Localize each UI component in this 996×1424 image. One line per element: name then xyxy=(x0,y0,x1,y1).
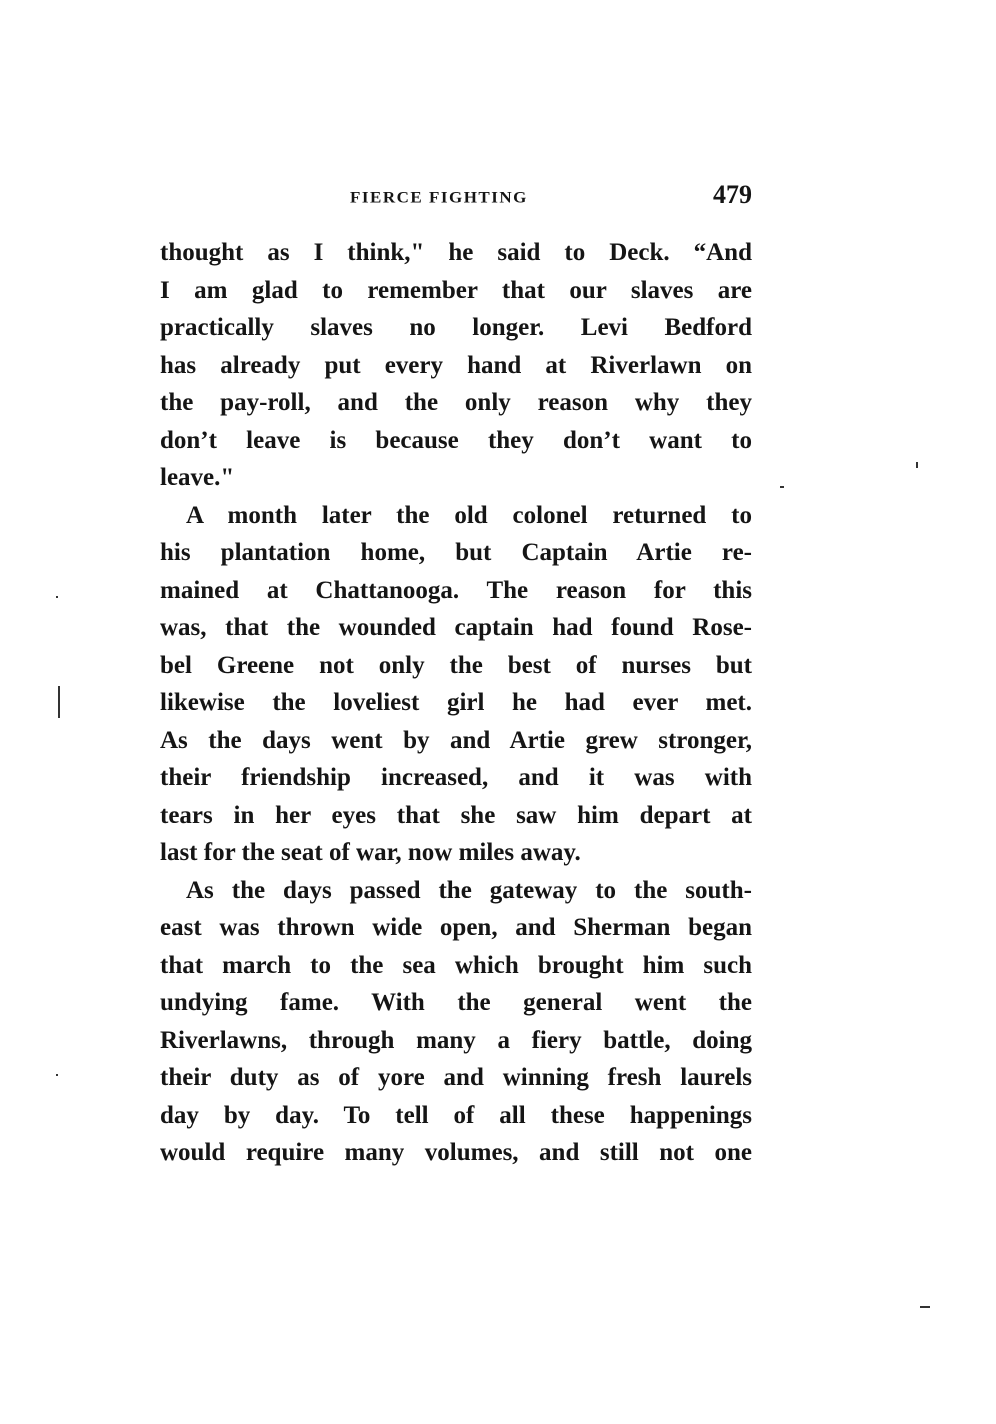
text-line: Riverlawns, through many a fiery battle, doing xyxy=(160,1026,752,1054)
text-line: don’t leave is because they don’t want to xyxy=(160,426,752,454)
scan-mark xyxy=(56,1074,58,1076)
body-text xyxy=(160,234,752,1172)
text-line: their friendship increased, and it was with xyxy=(160,764,752,791)
text-line: his plantation home, but Captain Artie re- xyxy=(160,539,752,566)
text-line: As the days passed the gateway to the south- xyxy=(186,876,752,904)
scan-mark xyxy=(56,596,58,598)
page-number: 479 xyxy=(713,180,752,209)
scan-mark xyxy=(920,1306,930,1308)
scan-mark xyxy=(916,462,918,468)
text-line: has already put every hand at Riverlawn on xyxy=(160,351,752,379)
text-line: tears in her eyes that she saw him depart at xyxy=(160,801,752,829)
text-line: the pay-roll, and the only reason why they xyxy=(160,389,752,416)
text-line: bel Greene not only the best of nurses but xyxy=(160,651,752,679)
paragraph xyxy=(160,497,752,872)
scan-mark xyxy=(780,486,784,488)
text-line: that march to the sea which brought him such xyxy=(160,951,752,979)
text-line: leave." xyxy=(160,464,235,491)
scan-mark xyxy=(58,686,60,718)
text-line: last for the seat of war, now miles away. xyxy=(160,839,581,866)
text-line: undying fame. With the general went the xyxy=(160,989,752,1016)
text-line: east was thrown wide open, and Sherman began xyxy=(160,914,752,941)
text-line: As the days went by and Artie grew stronger, xyxy=(160,726,752,754)
paragraph xyxy=(160,872,752,1172)
text-line: would require many volumes, and still not one xyxy=(160,1139,752,1166)
text-line: day by day. To tell of all these happenings xyxy=(160,1101,752,1129)
text-line: practically slaves no longer. Levi Bedford xyxy=(160,314,752,341)
chapter-title: FIERCE FIGHTING xyxy=(350,189,528,207)
text-line: thought as I think," he said to Deck. “And xyxy=(160,239,752,266)
text-line: A month later the old colonel returned to xyxy=(186,501,752,529)
paragraph xyxy=(160,234,752,497)
text-line: mained at Chattanooga. The reason for this xyxy=(160,576,752,604)
text-line: was, that the wounded captain had found Rose- xyxy=(160,614,752,641)
running-head xyxy=(160,180,752,220)
text-line: their duty as of yore and winning fresh laurels xyxy=(160,1064,752,1091)
text-line: likewise the loveliest girl he had ever met. xyxy=(160,689,752,716)
text-line: I am glad to remember that our slaves are xyxy=(160,276,752,304)
